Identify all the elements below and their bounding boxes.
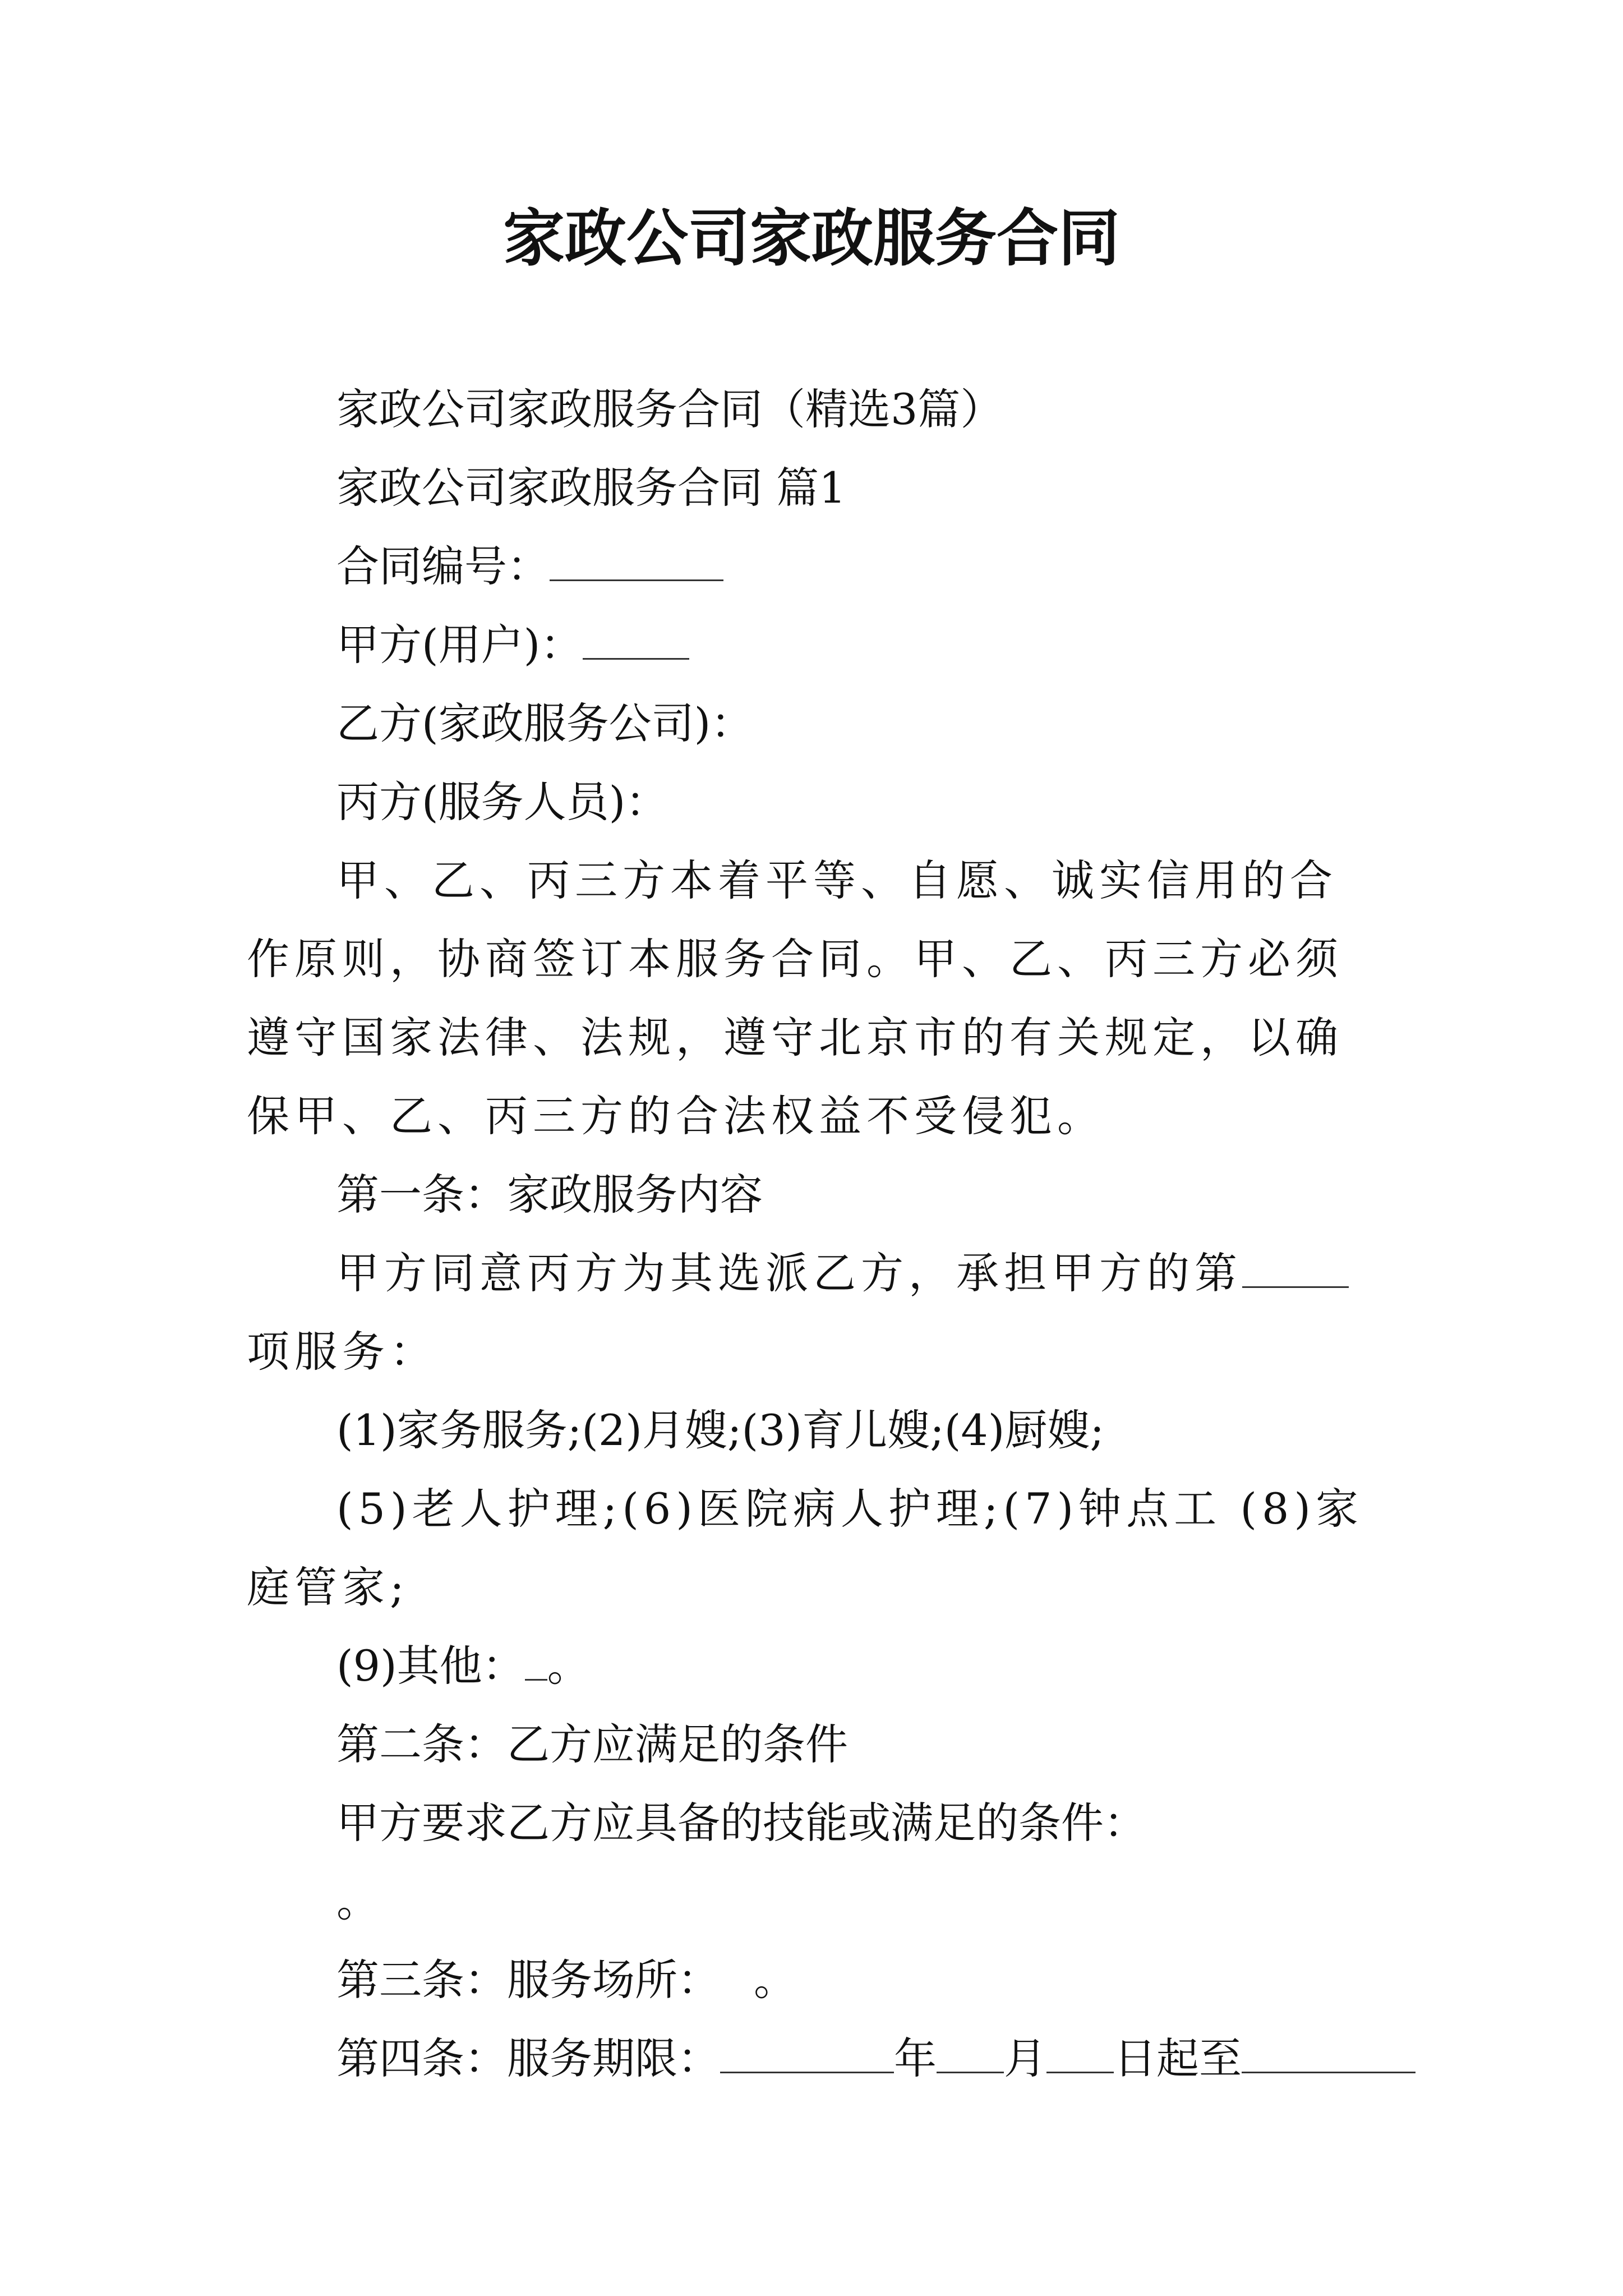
article2-end: 。	[336, 1876, 379, 1926]
article4-month: 月	[1004, 2033, 1046, 2083]
party-b-line: 乙方(家政服务公司)：	[336, 698, 754, 748]
contract-number-blank	[550, 539, 723, 581]
document-title: 家政公司家政服务合同	[503, 202, 1120, 274]
document-body	[247, 370, 1368, 2098]
document-subtitle: 家政公司家政服务合同（精选3篇）	[336, 384, 1003, 434]
contract-number-label: 合同编号：	[336, 541, 550, 591]
article3-label: 第三条：服务场所：	[336, 1955, 720, 2005]
party-a-line	[247, 606, 1368, 684]
services-other-line	[247, 1627, 1368, 1705]
article3-line	[247, 1941, 1368, 2019]
article1-text-after: 项服务：	[247, 1327, 437, 1377]
services-line-1: (1)家务服务;(2)月嫂;(3)育儿嫂;(4)厨嫂;	[336, 1405, 1105, 1455]
end-date-blank	[1242, 2031, 1415, 2073]
section-heading: 家政公司家政服务合同 篇1	[336, 463, 846, 513]
article4-line	[247, 2019, 1368, 2098]
article1-paragraph	[247, 1234, 1368, 1391]
party-a-label: 甲方(用户)：	[336, 620, 583, 670]
services-other-blank	[525, 1639, 547, 1681]
service-item-blank	[1242, 1246, 1349, 1288]
services-line-2: (5)老人护理;(6)医院病人护理;(7)钟点工 (8)家庭管家;	[247, 1484, 1363, 1612]
services-other-label: (9)其他：	[336, 1641, 525, 1691]
article3-end: 。	[754, 1955, 796, 2005]
start-day-blank	[1046, 2031, 1114, 2073]
start-year-blank	[720, 2031, 894, 2073]
contract-number-line	[247, 527, 1368, 606]
article2-text: 甲方要求乙方应具备的技能或满足的条件：	[336, 1798, 1146, 1848]
article1-text-before: 甲方同意丙方为其选派乙方，承担甲方的第	[336, 1248, 1242, 1298]
party-c-line: 丙方(服务人员)：	[336, 777, 668, 827]
services-other-end: 。	[547, 1641, 590, 1691]
article1-title: 第一条：家政服务内容	[336, 1170, 763, 1220]
article4-year: 年	[894, 2033, 937, 2083]
article4-day-from: 日起至	[1114, 2033, 1242, 2083]
party-a-blank	[583, 618, 689, 660]
article4-label: 第四条：服务期限：	[336, 2033, 720, 2083]
preamble-paragraph: 甲、乙、丙三方本着平等、自愿、诚实信用的合作原则，协商签订本服务合同。甲、乙、丙三方必须遵守国家法律、法规，遵守北京市的有关规定，以确保甲、乙、丙三方的合法权益不受侵犯。	[247, 855, 1343, 1141]
start-month-blank	[937, 2031, 1004, 2073]
article2-title: 第二条：乙方应满足的条件	[336, 1719, 848, 1769]
